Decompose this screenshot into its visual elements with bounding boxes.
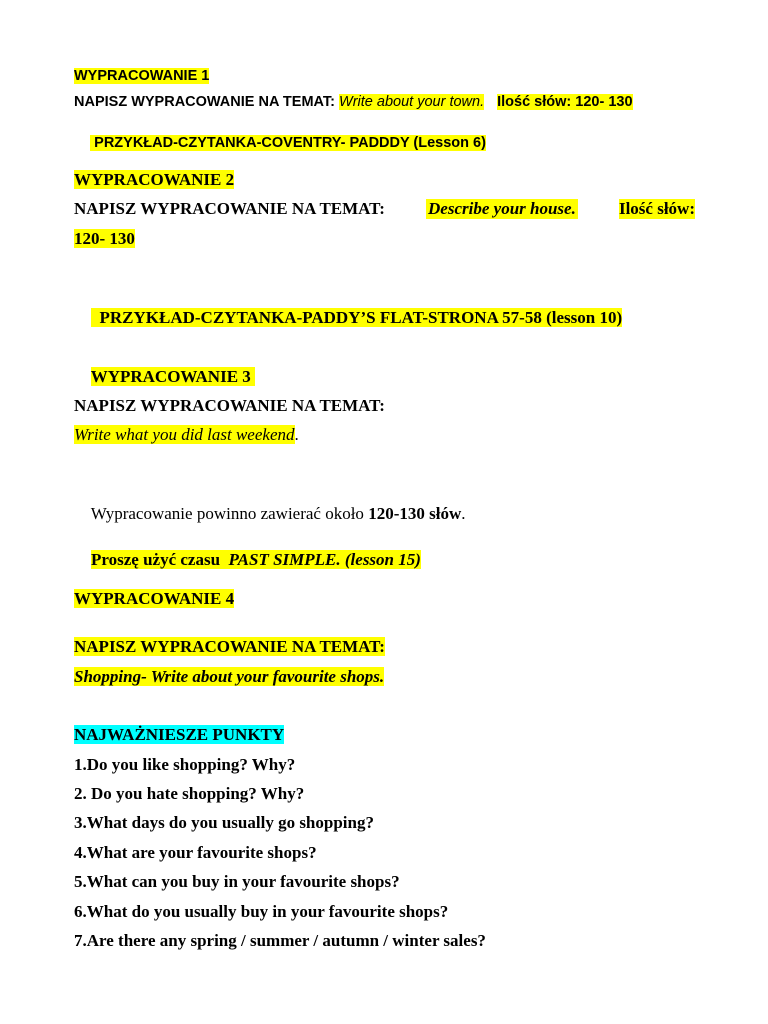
w2-topic: Describe your house. bbox=[428, 199, 576, 218]
w3-prompt-label: NAPISZ WYPRACOWANIE NA TEMAT: bbox=[74, 396, 385, 415]
w4-points-heading-line bbox=[74, 725, 284, 745]
w1-word-count: Ilość słów: 120- 130 bbox=[497, 94, 633, 110]
w3-length-value: 120-130 słów bbox=[368, 504, 462, 523]
w3-tense-value: PAST SIMPLE. (lesson 15) bbox=[228, 550, 421, 569]
w3-topic-line bbox=[74, 425, 299, 445]
w2-word-count-label: Ilość słów: bbox=[618, 199, 695, 218]
w1-topic: Write about your town. bbox=[339, 94, 485, 110]
w2-heading-line bbox=[74, 170, 234, 190]
w3-length-end: . bbox=[461, 504, 466, 523]
w2-example-line bbox=[74, 288, 622, 348]
list-item: 2. Do you hate shopping? Why? bbox=[74, 784, 305, 803]
w3-heading: WYPRACOWANIE 3 bbox=[90, 367, 256, 386]
w3-tense-prefix: Proszę użyć czasu bbox=[91, 550, 229, 569]
w4-points-heading: NAJWAŻNIESZE PUNKTY bbox=[74, 725, 285, 744]
w3-tense-line bbox=[74, 530, 421, 590]
w4-heading-line bbox=[74, 589, 234, 609]
w1-prompt-line bbox=[74, 94, 633, 110]
w2-heading: WYPRACOWANIE 2 bbox=[74, 170, 235, 189]
w2-example: PRZYKŁAD-CZYTANKA-PADDY’S FLAT-STRONA 57-58 (lesson 10) bbox=[91, 308, 623, 327]
w3-topic-end: . bbox=[294, 425, 299, 444]
w1-heading-line bbox=[74, 68, 209, 84]
list-item: 7.Are there any spring / summer / autumn / winter sales? bbox=[74, 931, 486, 950]
list-item: 1.Do you like shopping? Why? bbox=[74, 755, 296, 774]
w3-topic: Write what you did last weekend bbox=[74, 425, 295, 444]
list-item: 6.What do you usually buy in your favourite shops? bbox=[74, 902, 449, 921]
w4-topic-line bbox=[74, 667, 384, 687]
w3-length-prefix: Wypracowanie powinno zawierać około bbox=[90, 504, 369, 523]
w4-prompt-label: NAPISZ WYPRACOWANIE NA TEMAT: bbox=[74, 637, 385, 656]
w1-heading: WYPRACOWANIE 1 bbox=[74, 68, 210, 84]
w1-prompt-label: NAPISZ WYPRACOWANIE NA TEMAT: bbox=[74, 94, 340, 110]
w1-example: PRZYKŁAD-CZYTANKA-COVENTRY- PADDDY (Lesson 6) bbox=[90, 135, 486, 151]
list-item: 4.What are your favourite shops? bbox=[74, 843, 317, 862]
w2-prompt-line bbox=[74, 199, 695, 219]
w1-example-line bbox=[74, 119, 486, 167]
w2-word-count-value: 120- 130 bbox=[74, 229, 135, 248]
w2-word-count-line bbox=[74, 229, 135, 249]
w2-prompt-label: NAPISZ WYPRACOWANIE NA TEMAT: bbox=[74, 199, 385, 218]
w4-prompt-line bbox=[74, 637, 385, 657]
w3-prompt-line bbox=[74, 396, 385, 416]
list-item: 5.What can you buy in your favourite shops? bbox=[74, 872, 400, 891]
w4-heading: WYPRACOWANIE 4 bbox=[74, 589, 235, 608]
w4-topic: Shopping- Write about your favourite shops. bbox=[74, 667, 385, 686]
list-item: 3.What days do you usually go shopping? bbox=[74, 813, 374, 832]
